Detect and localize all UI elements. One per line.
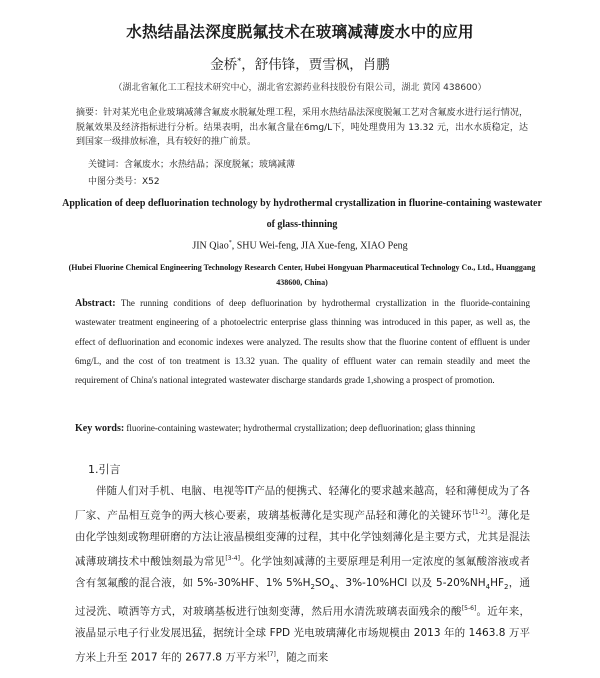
citation-1: [1-2] (472, 509, 488, 517)
intro-text-4: SO (314, 576, 330, 589)
chinese-abstract (76, 106, 528, 150)
english-keywords (75, 419, 530, 438)
section-heading-introduction: 1.引言 (88, 463, 121, 476)
chinese-keywords-label: 关键词： (88, 160, 125, 170)
intro-text-8: 。近年来，液晶显示电子行业发展迅猛，据统计全球 FPD 光电玻璃薄化市场规模由 2013 年的 1463.8 万平方米上升至 2017 年的 2677.8 万平方米 (75, 605, 531, 664)
subscript: 2 (504, 582, 509, 591)
intro-text-2: 。薄化是由化学蚀刻或物理研磨的方法让液晶模组变薄的过程，其中化学蚀刻薄化是主要方式，尤其是混法减薄玻璃技术中酸蚀刻最为常见 (75, 509, 531, 568)
intro-text-9: ，随之而来 (275, 651, 329, 664)
classification-label: 中图分类号： (88, 177, 143, 187)
introduction-paragraph (75, 481, 530, 669)
english-abstract-text: The running conditions of deep defluorination by hydrothermal crystallization in the fluoride-containing wastewater treatment engineering of a photoelectric enterprise glass thinning was introduced in this paper, as well as, the effect of defluorination and economic indexes were analyzed. The results show that the fluorine content of effluent is under 6mg/L, and the cost of ton treatment is 13.32 yuan. The quality of effluent water can remain steadily and meet the requirement of China's national integrated wastewater discharge standards grade 1,showing a prospect of promotion. (75, 298, 530, 386)
chinese-abstract-text: 针对某光电企业玻璃减薄含氟废水脱氟处理工程，采用水热结晶法深度脱氟工艺对含氟废水进行运行情况，脱氟效果及经济指标进行分析。结果表明，出水氟含量在6mg/L下，吨处理费用为 13.32 元，出水水质稳定，达到国家一级排放标准，具有较好的推广前景。 (76, 108, 528, 148)
intro-text-1: 伴随人们对手机、电脑、电视等IT产品的便携式、轻薄化的要求越来越高，轻和薄便成为了各厂家、产品相互竞争的两大核心要素，玻璃基板薄化是实现产品轻和薄化的关键环节 (75, 485, 530, 522)
chinese-keywords (88, 157, 295, 170)
english-other-authors: , SHU Wei-feng, JIA Xue-feng, XIAO Peng (231, 240, 408, 252)
intro-text-3: 。化学蚀刻减薄的主要原理是利用一定浓度的氢氟酸溶液或者含有氢氟酸的混合液，如 5%-30%HF、1% 5%H (75, 555, 531, 589)
english-authors (0, 240, 600, 251)
citation-4: [7] (267, 651, 276, 659)
chinese-title: 水热结晶法深度脱氟技术在玻璃减薄废水中的应用 (126, 23, 474, 41)
classification-value: X52 (142, 177, 160, 187)
subscript: 4 (485, 582, 491, 591)
classification-number (88, 174, 160, 187)
english-affiliation: (Hubei Fluorine Chemical Engineering Technology Research Center, Hubei Hongyuan Pharmaceutical Technology Co., Ltd., Huanggang 438600, China) (68, 263, 536, 287)
chinese-affiliation: （湖北省氟化工工程技术研究中心，湖北省宏源药业科技股份有限公司，湖北 黄冈 438600） (113, 83, 487, 93)
english-keywords-text: fluorine-containing wastewater; hydrothermal crystallization; deep defluorination; glass thinning (126, 423, 476, 433)
subscript: 2 (310, 582, 315, 591)
corresponding-author-mark: * (237, 56, 242, 66)
english-corresponding-mark: * (228, 240, 232, 246)
english-first-author: JIN Qiao (192, 240, 229, 252)
chinese-keywords-text: 含氟废水；水热结晶；深度脱氟；玻璃减薄 (124, 160, 296, 170)
english-title: Application of deep defluorination technology by hydrothermal crystallization in fluorine-containing wastewater of glass-thinning (62, 198, 542, 230)
intro-text-6: HF (490, 576, 504, 589)
intro-text-7: ，通过浸洗、喷洒等方式，对玻璃基板进行蚀刻变薄，然后用水清洗玻璃表面残余的酸 (75, 576, 530, 618)
other-authors: ，舒伟锋，贾雪枫，肖鹏 (241, 57, 390, 73)
english-abstract (75, 294, 530, 390)
chinese-abstract-label: 摘要： (76, 108, 104, 118)
citation-2: [3-4] (225, 555, 240, 563)
subscript: 4 (329, 582, 335, 591)
first-author: 金桥 (210, 57, 238, 73)
citation-3: [5-6] (461, 605, 477, 613)
chinese-authors (0, 53, 600, 73)
intro-text-5: 、3%-10%HCl 以及 5-20%NH (334, 576, 486, 589)
english-keywords-label: Key words: (75, 423, 125, 434)
english-abstract-label: Abstract: (75, 298, 116, 309)
